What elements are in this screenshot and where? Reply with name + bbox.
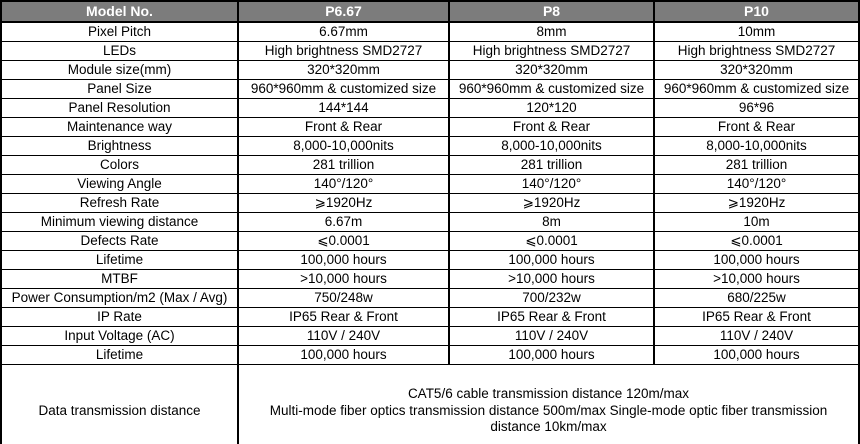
row-value: 320*320mm: [654, 61, 859, 80]
row-value: 680/225w: [654, 289, 859, 308]
row-panel-size: [1, 80, 859, 99]
row-value: 281 trillion: [238, 156, 449, 175]
row-label: Viewing Angle: [1, 175, 238, 194]
row-value: High brightness SMD2727: [654, 42, 859, 61]
row-value: 140°/120°: [238, 175, 449, 194]
row-value: >10,000 hours: [238, 270, 449, 289]
row-module-size: [1, 61, 859, 80]
row-value: 110V / 240V: [449, 327, 654, 346]
row-value: 8,000-10,000nits: [654, 137, 859, 156]
row-value: 100,000 hours: [654, 346, 859, 365]
row-value: 10mm: [654, 22, 859, 42]
row-value: 281 trillion: [449, 156, 654, 175]
row-value: 100,000 hours: [238, 346, 449, 365]
row-input-voltage: [1, 327, 859, 346]
row-value: 8mm: [449, 22, 654, 42]
row-defects-rate: [1, 232, 859, 251]
row-value: ⩾1920Hz: [654, 194, 859, 213]
row-value: 700/232w: [449, 289, 654, 308]
row-label: Maintenance way: [1, 118, 238, 137]
row-data-transmission-distance: [1, 365, 859, 444]
transmission-line-3: distance 10km/max: [490, 419, 607, 435]
row-leds: [1, 42, 859, 61]
row-label: Panel Resolution: [1, 99, 238, 118]
row-value: ⩽0.0001: [449, 232, 654, 251]
row-label: Refresh Rate: [1, 194, 238, 213]
row-label: Pixel Pitch: [1, 22, 238, 42]
row-value: 320*320mm: [238, 61, 449, 80]
row-brightness: [1, 137, 859, 156]
row-value: ⩾1920Hz: [238, 194, 449, 213]
row-value: 6.67m: [238, 213, 449, 232]
row-value: IP65 Rear & Front: [654, 308, 859, 327]
row-value: 960*960mm & customized size: [449, 80, 654, 99]
row-panel-resolution: [1, 99, 859, 118]
row-value: 281 trillion: [654, 156, 859, 175]
row-viewing-angle: [1, 175, 859, 194]
row-maintenance-way: [1, 118, 859, 137]
row-value: 8,000-10,000nits: [449, 137, 654, 156]
row-value: IP65 Rear & Front: [238, 308, 449, 327]
header-model-no: Model No.: [1, 1, 238, 22]
row-value: 10m: [654, 213, 859, 232]
row-value: 144*144: [238, 99, 449, 118]
row-label: Power Consumption/m2 (Max / Avg): [1, 289, 238, 308]
row-refresh-rate: [1, 194, 859, 213]
row-label: Input Voltage (AC): [1, 327, 238, 346]
row-value: ⩽0.0001: [238, 232, 449, 251]
transmission-line-2: Multi-mode fiber optics transmission distance 500m/max Single-mode optic fiber transmission: [269, 402, 828, 418]
row-value: Front & Rear: [449, 118, 654, 137]
row-label: MTBF: [1, 270, 238, 289]
row-label: Brightness: [1, 137, 238, 156]
row-value: 6.67mm: [238, 22, 449, 42]
data-transmission-value: [238, 365, 859, 444]
row-label: Lifetime: [1, 251, 238, 270]
row-power-consumption: [1, 289, 859, 308]
row-value: Front & Rear: [654, 118, 859, 137]
row-value: IP65 Rear & Front: [449, 308, 654, 327]
row-label: Data transmission distance: [1, 365, 238, 444]
row-value: 100,000 hours: [238, 251, 449, 270]
row-label: Panel Size: [1, 80, 238, 99]
row-value: High brightness SMD2727: [449, 42, 654, 61]
row-label: Minimum viewing distance: [1, 213, 238, 232]
row-value: 140°/120°: [449, 175, 654, 194]
row-mtbf: [1, 270, 859, 289]
row-value: 960*960mm & customized size: [238, 80, 449, 99]
row-value: 8,000-10,000nits: [238, 137, 449, 156]
row-minimum-viewing-distance: [1, 213, 859, 232]
transmission-line-1: CAT5/6 cable transmission distance 120m/max: [407, 385, 690, 401]
row-ip-rate: [1, 308, 859, 327]
header-col-p667: P6.67: [238, 1, 449, 22]
row-value: 100,000 hours: [449, 346, 654, 365]
row-value: 96*96: [654, 99, 859, 118]
header-col-p10: P10: [654, 1, 859, 22]
row-value: Front & Rear: [238, 118, 449, 137]
row-colors: [1, 156, 859, 175]
row-lifetime-2: [1, 346, 859, 365]
row-value: 120*120: [449, 99, 654, 118]
header-row: [1, 1, 859, 22]
row-label: IP Rate: [1, 308, 238, 327]
row-value: 110V / 240V: [238, 327, 449, 346]
header-col-p8: P8: [449, 1, 654, 22]
row-value: High brightness SMD2727: [238, 42, 449, 61]
row-value: 140°/120°: [654, 175, 859, 194]
row-value: ⩽0.0001: [654, 232, 859, 251]
row-value: 960*960mm & customized size: [654, 80, 859, 99]
row-value: 100,000 hours: [449, 251, 654, 270]
row-value: 8m: [449, 213, 654, 232]
row-label: Defects Rate: [1, 232, 238, 251]
row-label: Colors: [1, 156, 238, 175]
row-lifetime: [1, 251, 859, 270]
row-value: 750/248w: [238, 289, 449, 308]
row-value: 100,000 hours: [654, 251, 859, 270]
row-label: Module size(mm): [1, 61, 238, 80]
row-label: Lifetime: [1, 346, 238, 365]
row-value: ⩾1920Hz: [449, 194, 654, 213]
row-pixel-pitch: [1, 22, 859, 42]
row-value: 110V / 240V: [654, 327, 859, 346]
row-value: >10,000 hours: [654, 270, 859, 289]
row-value: >10,000 hours: [449, 270, 654, 289]
row-label: LEDs: [1, 42, 238, 61]
row-value: 320*320mm: [449, 61, 654, 80]
